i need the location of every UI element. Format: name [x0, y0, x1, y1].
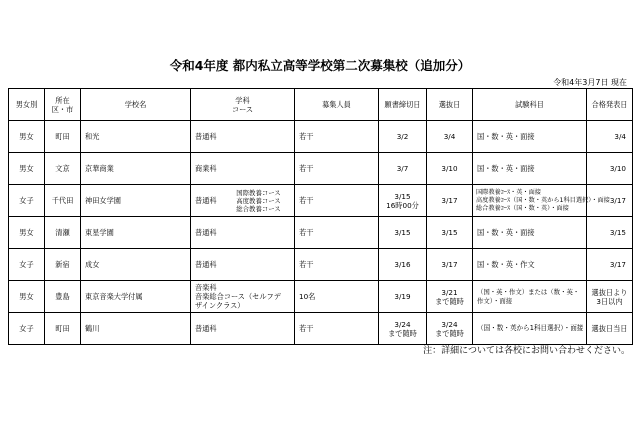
location-cell: 清瀬: [45, 217, 81, 249]
capacity-cell: 10名: [295, 281, 379, 313]
table-row: [9, 185, 633, 217]
gender-cell: 女子: [9, 249, 45, 281]
result-cell: 選抜日当日: [587, 313, 633, 345]
result-cell: 3/15: [587, 217, 633, 249]
exam-date-cell: 3/21 まで随時: [427, 281, 473, 313]
exam-date-cell: 3/24 まで随時: [427, 313, 473, 345]
course-line: 国際教養コース: [236, 188, 281, 197]
exam-date-cell: 3/10: [427, 153, 473, 185]
table-row: [9, 217, 633, 249]
result-cell: 3/10: [587, 153, 633, 185]
gender-cell: 女子: [9, 313, 45, 345]
course-cell: 普通科: [191, 313, 295, 345]
course-line: 総合教養コース: [236, 204, 281, 213]
capacity-cell: 若干: [295, 153, 379, 185]
location-cell: 新宿: [45, 249, 81, 281]
page-title: 令和4年度 都内私立高等学校第二次募集校（追加分）: [169, 58, 471, 73]
deadline-cell: 3/16: [379, 249, 427, 281]
header-subjects: 試験科目: [473, 89, 587, 121]
subjects-cell: 国・数・英・面接: [473, 153, 587, 185]
course-cell: 普通科: [191, 249, 295, 281]
location-cell: 豊島: [45, 281, 81, 313]
deadline-cell: 3/7: [379, 153, 427, 185]
exam-date-cell: 3/17: [427, 249, 473, 281]
deadline-cell: 3/19: [379, 281, 427, 313]
header-deadline: 願書締切日: [379, 89, 427, 121]
capacity-cell: 若干: [295, 185, 379, 217]
gender-cell: 男女: [9, 153, 45, 185]
course-cell: 商業科: [191, 153, 295, 185]
subjects-cell: 国・数・英・面接: [473, 217, 587, 249]
exam-date-cell: 3/17: [427, 185, 473, 217]
deadline-cell: 3/2: [379, 121, 427, 153]
exam-date-cell: 3/15: [427, 217, 473, 249]
result-cell: 選抜日より 3日以内: [587, 281, 633, 313]
capacity-cell: 若干: [295, 249, 379, 281]
course-label: 普通科: [195, 196, 217, 205]
table-row: [9, 313, 633, 345]
header-row: [9, 89, 633, 121]
subjects-cell: 国・数・英・作文: [473, 249, 587, 281]
course-cell: 普通科: [191, 217, 295, 249]
result-cell: 3/17: [587, 185, 633, 217]
deadline-cell: 3/24 まで随時: [379, 313, 427, 345]
result-cell: 3/17: [587, 249, 633, 281]
result-cell: 3/4: [587, 121, 633, 153]
subjects-cell: （国・数・英から1科目選択）・面接: [473, 313, 587, 345]
school-cell: 成女: [81, 249, 191, 281]
header-capacity: 募集人員: [295, 89, 379, 121]
deadline-cell: 3/15 16時00分: [379, 185, 427, 217]
subjects-cell: 国際教養ｺｰｽ・英・面接 高度教養ｺｰｽ（国・数・英から1科目選択）・面接 総合教養ｺｰｽ（国・数・英）・面接: [473, 185, 587, 217]
header-course: 学科 コース: [191, 89, 295, 121]
table-row: [9, 121, 633, 153]
header-result: 合格発表日: [587, 89, 633, 121]
exam-date-cell: 3/4: [427, 121, 473, 153]
capacity-cell: 若干: [295, 313, 379, 345]
capacity-cell: 若干: [295, 217, 379, 249]
table-row: [9, 281, 633, 313]
school-cell: 神田女学園: [81, 185, 191, 217]
table-row: [9, 249, 633, 281]
table-row: [9, 153, 633, 185]
subjects-cell: 国・数・英・面接: [473, 121, 587, 153]
location-cell: 町田: [45, 121, 81, 153]
location-cell: 千代田: [45, 185, 81, 217]
subjects-cell: （国・英・作文）または（数・英・作文）・面接: [473, 281, 587, 313]
course-cell: [191, 185, 295, 217]
header-school: 学校名: [81, 89, 191, 121]
school-cell: 京華商業: [81, 153, 191, 185]
school-cell: 東京音楽大学付属: [81, 281, 191, 313]
gender-cell: 男女: [9, 281, 45, 313]
school-cell: 和光: [81, 121, 191, 153]
course-cell: 音楽科 音楽総合コース（セルフデ ザインクラス）: [191, 281, 295, 313]
header-gender: 男女別: [9, 89, 45, 121]
footnote: 注：詳細については各校にお問い合わせください。: [423, 346, 630, 356]
gender-cell: 男女: [9, 217, 45, 249]
header-exam-date: 選抜日: [427, 89, 473, 121]
location-cell: 町田: [45, 313, 81, 345]
course-cell: 普通科: [191, 121, 295, 153]
school-cell: 鶴川: [81, 313, 191, 345]
capacity-cell: 若干: [295, 121, 379, 153]
school-table: [8, 88, 633, 345]
deadline-cell: 3/15: [379, 217, 427, 249]
as-of-date: 令和4年3月7日 現在: [553, 78, 627, 87]
school-cell: 東星学園: [81, 217, 191, 249]
location-cell: 文京: [45, 153, 81, 185]
course-line: 高度教養コース: [236, 196, 281, 205]
header-location: 所在 区・市: [45, 89, 81, 121]
gender-cell: 男女: [9, 121, 45, 153]
gender-cell: 女子: [9, 185, 45, 217]
